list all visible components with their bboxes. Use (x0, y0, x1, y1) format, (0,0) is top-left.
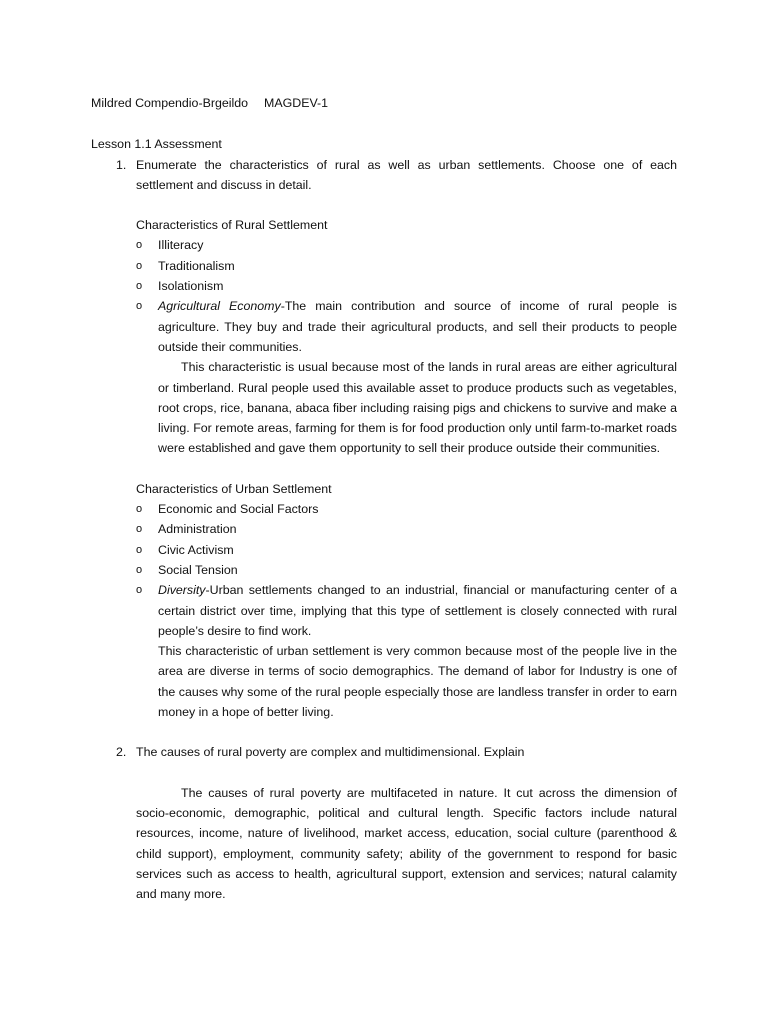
list-item: o Administration (91, 519, 677, 539)
detail-text: -Urban settlements changed to an industrial, financial or manufacturing center of a certain district over time, implying that this type of settlement is closely connected with rural people’s desire to find work. (158, 583, 677, 638)
list-item-detail (91, 296, 677, 357)
list-item: o Illiteracy (91, 235, 677, 255)
lesson-title: Lesson 1.1 Assessment (91, 137, 222, 152)
rural-section-title: Characteristics of Rural Settlement (136, 218, 328, 233)
question-2-answer: The causes of rural poverty are multifaceted in nature. It cut across the dimension of socio-economic, demographic, political and cultural length. Specific factors include natural resources, income, nature of livelihood, market access, education, social culture (parenthood & child support), employment, community safety; ability of the government to respond for basic services such as access to health, agricultural support, extension and services; natural calamity and many more. (136, 785, 677, 902)
course-code: MAGDEV-1 (264, 96, 329, 110)
rural-detail-paragraph: This characteristic is usual because most of the lands in rural areas are either agricultural or timberland. Rural people used this available asset to produce products such as vegetables, root crops, rice, banana, abaca fiber including raising pigs and chickens to survive and make a living. For remote areas, farming for them is for food production only until farm-to-market roads were established and gave them opportunity to sell their produce outside their communities. (158, 360, 677, 456)
bullet-icon: o (136, 259, 143, 272)
bullet-icon: o (136, 239, 143, 252)
list-item: o Social Tension (91, 560, 677, 580)
question-1-number: 1. (116, 157, 127, 172)
list-item: o Traditionalism (91, 256, 677, 276)
urban-characteristics-list (91, 499, 677, 641)
detail-term: Agricultural Economy (158, 299, 281, 314)
question-2-text: The causes of rural poverty are complex and multidimensional. Explain (136, 745, 525, 760)
question-1 (91, 155, 677, 196)
list-item: o Isolationism (91, 276, 677, 296)
document-header (91, 93, 677, 113)
bullet-icon: o (136, 584, 143, 597)
urban-section-title: Characteristics of Urban Settlement (136, 481, 332, 496)
list-item: o Civic Activism (91, 540, 677, 560)
bullet-icon: o (136, 563, 143, 576)
bullet-icon: o (136, 503, 143, 516)
question-2-number: 2. (116, 745, 127, 760)
author-name: Mildred Compendio-Brgeildo (91, 96, 249, 110)
detail-term: Diversity (158, 583, 206, 598)
bullet-icon: o (136, 300, 143, 313)
urban-detail-paragraph: This characteristic of urban settlement is very common because most of the people live in the area are diverse in terms of socio demographics. The demand of labor for Industry is one of the causes why some of the rural people especially those are landless transfer in order to earn money in a hope of better living. (158, 644, 677, 720)
list-item: o Economic and Social Factors (91, 499, 677, 519)
bullet-icon: o (136, 543, 143, 556)
question-1-text: Enumerate the characteristics of rural as well as urban settlements. Choose one of each settlement and discuss in detail. (136, 157, 677, 192)
detail-text: -The main contribution and source of income of rural people is agriculture. They buy and trade their agricultural products, and sell their products to people outside their communities. (158, 299, 678, 354)
document-body (91, 93, 677, 904)
bullet-icon: o (136, 523, 143, 536)
list-item-detail (91, 580, 677, 641)
question-2 (91, 742, 677, 762)
bullet-icon: o (136, 280, 143, 293)
rural-characteristics-list (91, 235, 677, 357)
